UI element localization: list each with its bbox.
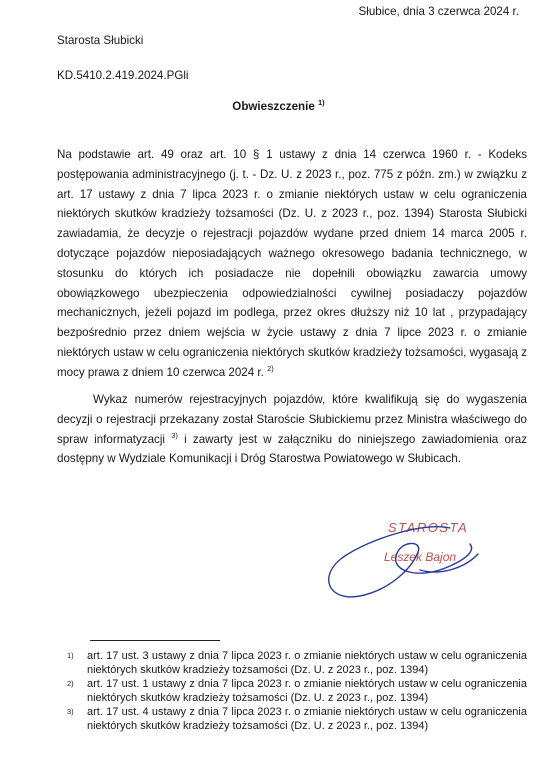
footnote-item — [57, 678, 527, 705]
paragraph2-text-before: Wykaz numerów rejestracyjnych pojazdów, które kwalifikują się do wygaszenia decyzji o rejestracji przekazany został Staroście Słubickiemu przez Ministra właściwego do spraw informatyzacji — [57, 393, 527, 446]
paragraph2-text-after: i zawarty jest w załączniku do niniejszego zawiadomienia oraz dostępny w Wydziale Komunikacji i Dróg Starostwa Powiatowego w Słubicach. — [57, 432, 527, 466]
document-title — [0, 100, 557, 113]
paragraph2-footnote-mark: 3) — [171, 430, 178, 440]
footnote-mark: 3) — [67, 707, 74, 716]
stamp-title: STAROSTA — [388, 520, 469, 535]
signature-graphic — [300, 510, 500, 610]
paragraph1-footnote-mark: 2) — [267, 363, 274, 373]
footnotes-list — [57, 650, 527, 734]
footnote-text: art. 17 ust. 1 ustawy z dnia 7 lipca 2023 r. o zmianie niektórych ustaw w celu ograniczenia niektórych skutków kradzieży tożsamości (Dz. U. z 2023 r., poz. 1394) — [87, 678, 527, 704]
footnote-item — [57, 650, 527, 677]
title-footnote-mark: 1) — [318, 98, 325, 108]
document-date: Słubice, dnia 3 czerwca 2024 r. — [358, 5, 519, 18]
issuer-name: Starosta Słubicki — [57, 34, 144, 47]
case-reference: KD.5410.2.419.2024.PGli — [57, 69, 189, 82]
signature-block — [300, 510, 500, 610]
footnote-text: art. 17 ust. 3 ustawy z dnia 7 lipca 2023 r. o zmianie niektórych ustaw w celu ograniczenia niektórych skutków kradzieży tożsamości (Dz. U. z 2023 r., poz. 1394) — [87, 650, 527, 676]
footnote-mark: 2) — [67, 679, 74, 688]
footnote-mark: 1) — [67, 651, 74, 660]
stamp-name: Leszek Bajon — [384, 550, 457, 564]
footnote-separator — [90, 640, 220, 641]
footnote-text: art. 17 ust. 4 ustawy z dnia 7 lipca 2023 r. o zmianie niektórych ustaw w celu ograniczenia niektórych skutków kradzieży tożsamości (Dz. U. z 2023 r., poz. 1394) — [87, 706, 527, 732]
paragraph-registry-list — [57, 390, 527, 469]
paragraph1-text: Na podstawie art. 49 oraz art. 10 § 1 ustawy z dnia 14 czerwca 1960 r. - Kodeks postępowania administracyjnego (j. t. - Dz. U. z 2023 r., poz. 775 z późn. zm.) w związku z art. 17 ustawy z dnia 7 lipca 2023 r. o zmianie niektórych ustaw w celu ograniczenia niektórych skutków kradzieży tożsamości (Dz. U. z 2023 r., poz. 1394) Starosta Słubicki zawiadamia, że decyzje o rejestracji pojazdów wydane przed dniem 14 marca 2005 r. dotyczące pojazdów nieposiadających ważnego okresowego badania technicznego, w stosunku do których ich posiadacze nie dopełnili obowiązku zawarcia umowy obowiązkowego ubezpieczenia odpowiedzialności cywilnej posiadaczy pojazdów mechanicznych, jeżeli pojazd im podlega, przez okres dłuższy niż 10 lat , przypadający bezpośrednio przez dniem wejścia w życie ustawy z dnia 7 lipce 2023 r. o zmianie niektórych ustaw w celu ograniczenia niektórych skutków kradzieży tożsamości, wygasają z mocy prawa z dniem 10 czerwca 2024 r. — [57, 148, 527, 379]
title-text: Obwieszczenie — [232, 100, 315, 113]
paragraph-announcement — [57, 145, 527, 383]
footnote-item — [57, 706, 527, 733]
